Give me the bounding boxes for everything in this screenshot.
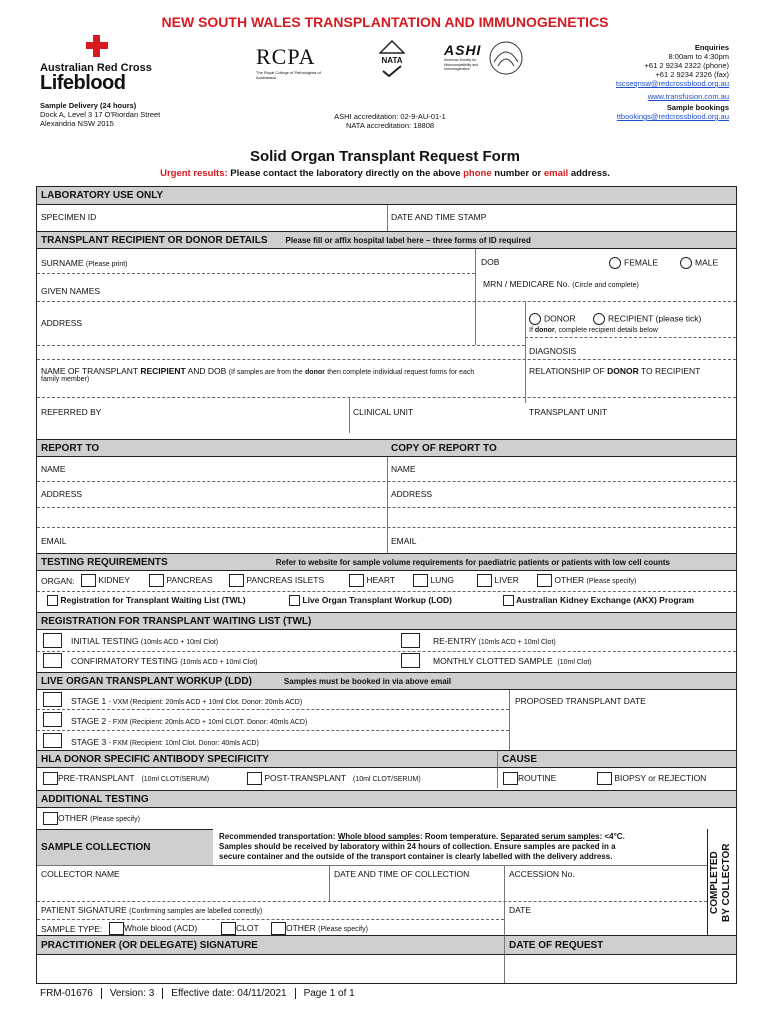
nata-check-icon: [381, 65, 403, 77]
ashi-accreditation: ASHI accreditation: 02-9-AU-01-1: [334, 112, 446, 121]
red-cross-logo-icon: [86, 35, 106, 55]
delivery-label: Sample Delivery (24 hours): [40, 101, 137, 110]
if-donor-note: If donor, complete recipient details below: [529, 327, 658, 334]
form-version: Version: 3: [102, 988, 163, 999]
monthly-clotted-label: MONTHLY CLOTTED SAMPLE (10ml Clot): [433, 656, 592, 666]
organ-lung[interactable]: LUNG: [413, 574, 454, 587]
post-transplant-option[interactable]: POST-TRANSPLANT (10ml CLOT/SERUM): [247, 772, 421, 785]
sample-type-label: SAMPLE TYPE:: [41, 924, 103, 934]
report-name-label: NAME: [41, 464, 66, 474]
transplant-unit-label: TRANSPLANT UNIT: [529, 407, 608, 417]
reentry-label: RE-ENTRY (10mls ACD + 10ml Clot): [433, 636, 556, 646]
fax-number: +61 2 9234 2326 (fax): [655, 70, 729, 79]
routine-checkbox-icon[interactable]: [503, 772, 518, 785]
donor-option[interactable]: DONOR: [529, 313, 576, 325]
twl-header: REGISTRATION FOR TRANSPLANT WAITING LIST (TWL): [37, 612, 736, 630]
confirmatory-testing-label: CONFIRMATORY TESTING (10mls ACD + 10ml Clot): [71, 656, 258, 666]
heart-checkbox-icon[interactable]: [349, 574, 364, 587]
stage3-checkbox[interactable]: [43, 733, 62, 748]
form-footer: [40, 988, 363, 999]
biopsy-option[interactable]: BIOPSY or REJECTION: [597, 772, 706, 785]
additional-other-option[interactable]: OTHER (Please specify): [43, 812, 140, 825]
completed-by-collector-label: COMPLETED BY COLLECTOR: [709, 843, 732, 923]
urgent-phone-word: phone: [463, 168, 492, 179]
lod-checkbox-icon[interactable]: [289, 595, 300, 606]
enquiries-email-link[interactable]: tscseqnsw@redcrossblood.org.au: [615, 79, 729, 88]
delivery-block: [40, 101, 160, 128]
rcpa-logo-sub: The Royal College of Pathologists of Australasia: [256, 70, 321, 80]
whole-blood-checkbox-icon[interactable]: [109, 922, 124, 935]
ldd-header: [37, 672, 736, 690]
given-names-label: GIVEN NAMES: [41, 286, 101, 296]
ashi-logo-sub: American Society for Histocompatibility and Immunogenetics: [444, 58, 479, 71]
female-radio-icon[interactable]: [609, 257, 621, 269]
form-title: Solid Organ Transplant Request Form: [249, 148, 521, 165]
recipient-details-title: TRANSPLANT RECIPIENT OR DONOR DETAILS: [41, 234, 268, 246]
pre-transplant-option[interactable]: PRE-TRANSPLANT (10ml CLOT/SERUM): [43, 772, 209, 785]
nata-accreditation: NATA accreditation: 18808: [345, 121, 435, 130]
program-twl[interactable]: Registration for Transplant Waiting List (TWL): [47, 595, 246, 606]
contact-block: [616, 43, 729, 121]
delivery-line1: Dock A, Level 3 17 O'Riordan Street: [40, 110, 161, 119]
biopsy-checkbox-icon[interactable]: [597, 772, 612, 785]
referred-by-label: REFERRED BY: [41, 407, 102, 417]
recipient-details-header: [37, 231, 736, 249]
hla-header: HLA DONOR SPECIFIC ANTIBODY SPECIFICITY: [37, 750, 497, 768]
diagnosis-label: DIAGNOSIS: [529, 346, 577, 356]
ashi-logo-text: ASHI: [444, 42, 482, 58]
ashi-emblem-icon: [484, 38, 528, 78]
initial-testing-checkbox[interactable]: [43, 633, 62, 648]
effective-date: Effective date: 04/11/2021: [163, 988, 295, 999]
copy-email-label: EMAIL: [391, 536, 417, 546]
nata-logo: [372, 40, 412, 79]
urgent-text2: number or: [494, 168, 542, 179]
stage1-checkbox[interactable]: [43, 692, 62, 707]
copy-name-label: NAME: [391, 464, 416, 474]
delivery-line2: Alexandria NSW 2015: [40, 119, 114, 128]
pancreas-checkbox-icon[interactable]: [149, 574, 164, 587]
clinical-unit-label: CLINICAL UNIT: [353, 407, 414, 417]
report-to-header: REPORT TO: [37, 439, 387, 457]
female-option[interactable]: FEMALE: [609, 257, 658, 269]
organ-heart[interactable]: HEART: [349, 574, 395, 587]
initial-testing-label: INITIAL TESTING (10mls ACD + 10ml Clot): [71, 636, 219, 646]
organ-other[interactable]: OTHER (Please specify): [537, 574, 636, 587]
patient-signature-label: PATIENT SIGNATURE (Confirming samples are labelled correctly): [41, 905, 263, 915]
surname-label: SURNAME (Please print): [41, 258, 128, 268]
proposed-transplant-date-label: PROPOSED TRANSPLANT DATE: [515, 696, 646, 706]
monthly-clotted-checkbox[interactable]: [401, 653, 420, 668]
clot-checkbox-icon[interactable]: [221, 922, 236, 935]
akx-checkbox-icon[interactable]: [503, 595, 514, 606]
program-akx[interactable]: Australian Kidney Exchange (AKX) Program: [503, 595, 694, 606]
request-form: [36, 186, 737, 984]
stage2-label: STAGE 2 - FXM (Recipient: 20mls ACD + 10ml CLOT. Donor: 40mls ACD): [71, 716, 308, 726]
routine-option[interactable]: ROUTINE: [503, 772, 556, 785]
organ-liver[interactable]: LIVER: [477, 574, 519, 587]
logo-line2: Lifeblood: [40, 72, 126, 94]
recipient-details-note: Please fill or affix hospital label here – three forms of ID required: [285, 235, 531, 245]
transport-note: Recommended transportation: Whole blood samples: Room temperature. Separated serum samples: <4°C. Samples should be received by laboratory within 24 hours of collection. Ensure samples are packed in a secure container and the outside of the transport container is clearly labelled with the delivery address.: [219, 832, 625, 861]
whole-blood-option[interactable]: Whole blood (ACD): [109, 922, 197, 935]
lung-checkbox-icon[interactable]: [413, 574, 428, 587]
liver-checkbox-icon[interactable]: [477, 574, 492, 587]
rcpa-logo-text: RCPA: [256, 44, 316, 69]
program-lod[interactable]: Live Organ Transplant Workup (LOD): [289, 595, 452, 606]
pre-transplant-checkbox-icon[interactable]: [43, 772, 58, 785]
donor-radio-icon[interactable]: [529, 313, 541, 325]
date-of-request-header: DATE OF REQUEST: [504, 935, 736, 955]
dob-label: DOB: [481, 257, 500, 267]
clot-option[interactable]: CLOT: [221, 922, 259, 935]
urgent-text3: address.: [570, 168, 610, 179]
urgent-prefix: Urgent results:: [160, 168, 228, 179]
twl-checkbox-icon[interactable]: [47, 595, 58, 606]
accreditation-block: [290, 112, 490, 130]
reentry-checkbox[interactable]: [401, 633, 420, 648]
collection-date-time-label: DATE AND TIME OF COLLECTION: [334, 869, 470, 879]
org-title: NEW SOUTH WALES TRANSPLANTATION AND IMMUNOGENETICS: [161, 14, 609, 30]
collection-date-label: DATE: [509, 905, 532, 915]
recipient-radio-icon[interactable]: [593, 313, 605, 325]
enquiries-label: Enquiries: [694, 43, 729, 52]
mrn-label: MRN / MEDICARE No. (Circle and complete): [483, 279, 639, 289]
sample-other-option[interactable]: OTHER (Please specify): [271, 922, 368, 935]
transplant-recipient-name-note: family member): [41, 376, 90, 383]
male-option[interactable]: MALE: [680, 257, 718, 269]
sample-collection-header: SAMPLE COLLECTION: [37, 829, 213, 865]
rcpa-logo: [256, 44, 338, 80]
page-number: Page 1 of 1: [303, 988, 355, 999]
nata-triangle-icon: [379, 40, 405, 54]
practitioner-signature-header: PRACTITIONER (OR DELEGATE) SIGNATURE: [37, 935, 504, 955]
other-organ-checkbox-icon[interactable]: [537, 574, 552, 587]
bookings-email-link[interactable]: ttbookings@redcrossblood.org.au: [616, 112, 729, 121]
kidney-checkbox-icon[interactable]: [81, 574, 96, 587]
urgent-email-word: email: [543, 168, 569, 179]
ldd-note: Samples must be booked in via above email: [283, 676, 452, 686]
enquiries-hours: 8:00am to 4:30pm: [668, 52, 729, 61]
post-transplant-checkbox-icon[interactable]: [247, 772, 262, 785]
organ-pancreas[interactable]: PANCREAS: [149, 574, 213, 587]
stage1-label: STAGE 1 - VXM (Recipient: 20mls ACD + 10ml Clot. Donor: 20mls ACD): [71, 696, 303, 706]
address-label: ADDRESS: [41, 318, 83, 328]
stage3-label: STAGE 3 - FXM (Recipient: 10ml Clot. Donor: 40mls ACD): [71, 737, 259, 747]
lab-use-header: LABORATORY USE ONLY: [37, 187, 736, 205]
bookings-label: Sample bookings: [666, 103, 729, 112]
relationship-label: RELATIONSHIP OF DONOR TO RECIPIENT: [529, 366, 701, 376]
nata-logo-text: NATA: [381, 56, 403, 65]
report-address-label: ADDRESS: [41, 489, 83, 499]
sample-other-checkbox-icon[interactable]: [271, 922, 286, 935]
organ-pancreas-islets[interactable]: PANCREAS ISLETS: [229, 574, 324, 587]
urgent-notice: [0, 168, 770, 179]
testing-requirements-title: TESTING REQUIREMENTS: [41, 556, 168, 568]
testing-requirements-note: Refer to website for sample volume requirements for paediatric patients or patients with low cell counts: [275, 557, 670, 567]
organ-label: ORGAN:: [41, 576, 75, 586]
organ-kidney[interactable]: KIDNEY: [81, 574, 130, 587]
phone-number: +61 2 9234 2322 (phone): [644, 61, 729, 70]
logo-line1: Australian Red Cross: [40, 62, 152, 74]
transplant-recipient-name-label: NAME OF TRANSPLANT RECIPIENT AND DOB (If samples are from the donor then complete individual request forms for each: [41, 366, 475, 376]
pancreas-islets-checkbox-icon[interactable]: [229, 574, 244, 587]
stage2-checkbox[interactable]: [43, 712, 62, 727]
collector-name-label: COLLECTOR NAME: [41, 869, 120, 879]
recipient-option[interactable]: RECIPIENT (please tick): [593, 313, 701, 325]
copy-of-report-header: COPY OF REPORT TO: [387, 439, 736, 457]
accession-label: ACCESSION No.: [509, 869, 575, 879]
copy-address-label: ADDRESS: [391, 489, 433, 499]
additional-testing-header: ADDITIONAL TESTING: [37, 790, 736, 808]
report-email-label: EMAIL: [41, 536, 67, 546]
form-number: FRM-01676: [40, 988, 102, 999]
specimen-id-label: SPECIMEN ID: [41, 212, 97, 222]
male-radio-icon[interactable]: [680, 257, 692, 269]
urgent-text1: Please contact the laboratory directly on the above: [230, 168, 461, 179]
website-link[interactable]: www.transfusion.com.au: [647, 92, 729, 101]
additional-other-checkbox-icon[interactable]: [43, 812, 58, 825]
cause-header: CAUSE: [497, 750, 736, 768]
testing-requirements-header: [37, 553, 736, 571]
date-time-stamp-label: DATE AND TIME STAMP: [391, 212, 487, 222]
confirmatory-testing-checkbox[interactable]: [43, 653, 62, 668]
ldd-title: LIVE ORGAN TRANSPLANT WORKUP (LDD): [41, 675, 252, 687]
